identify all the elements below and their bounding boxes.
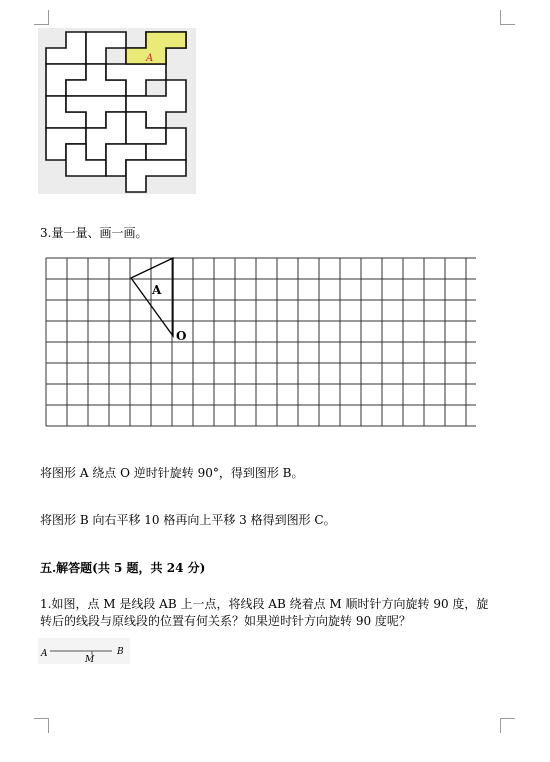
section3-heading: 3.量一量、画一画。 [40, 226, 148, 240]
grid-figure [40, 252, 476, 430]
point-b-label: B [117, 647, 124, 657]
tessellation-figure [38, 28, 196, 194]
triangle-label: A [152, 283, 162, 297]
triangle-a [131, 258, 173, 336]
crop-mark-bottom-left [34, 718, 49, 733]
instruction-translate: 将图形 B 向右平移 10 格再向上平移 3 格得到图形 C。 [40, 513, 336, 527]
point-a-label: A [41, 649, 48, 659]
crop-mark-top-right [500, 10, 515, 25]
crop-mark-bottom-right [500, 718, 515, 733]
point-m-label: M [85, 655, 95, 664]
section5-heading: 五.解答题(共 5 题，共 24 分) [40, 561, 206, 575]
point-o-label: O [176, 329, 187, 343]
crop-mark-top-left [34, 10, 49, 25]
question1-line1: 1.如图，点 M 是线段 AB 上一点，将线段 AB 绕着点 M 顺时针方向旋转 90 度，旋 [40, 597, 489, 611]
instruction-rotate: 将图形 A 绕点 O 逆时针旋转 90°，得到图形 B。 [40, 466, 304, 480]
question1-line2: 转后的线段与原线段的位置有何关系？如果逆时针方向旋转 90 度呢？ [40, 614, 411, 628]
piece-a-label: A [146, 53, 154, 64]
segment-figure [38, 638, 130, 664]
